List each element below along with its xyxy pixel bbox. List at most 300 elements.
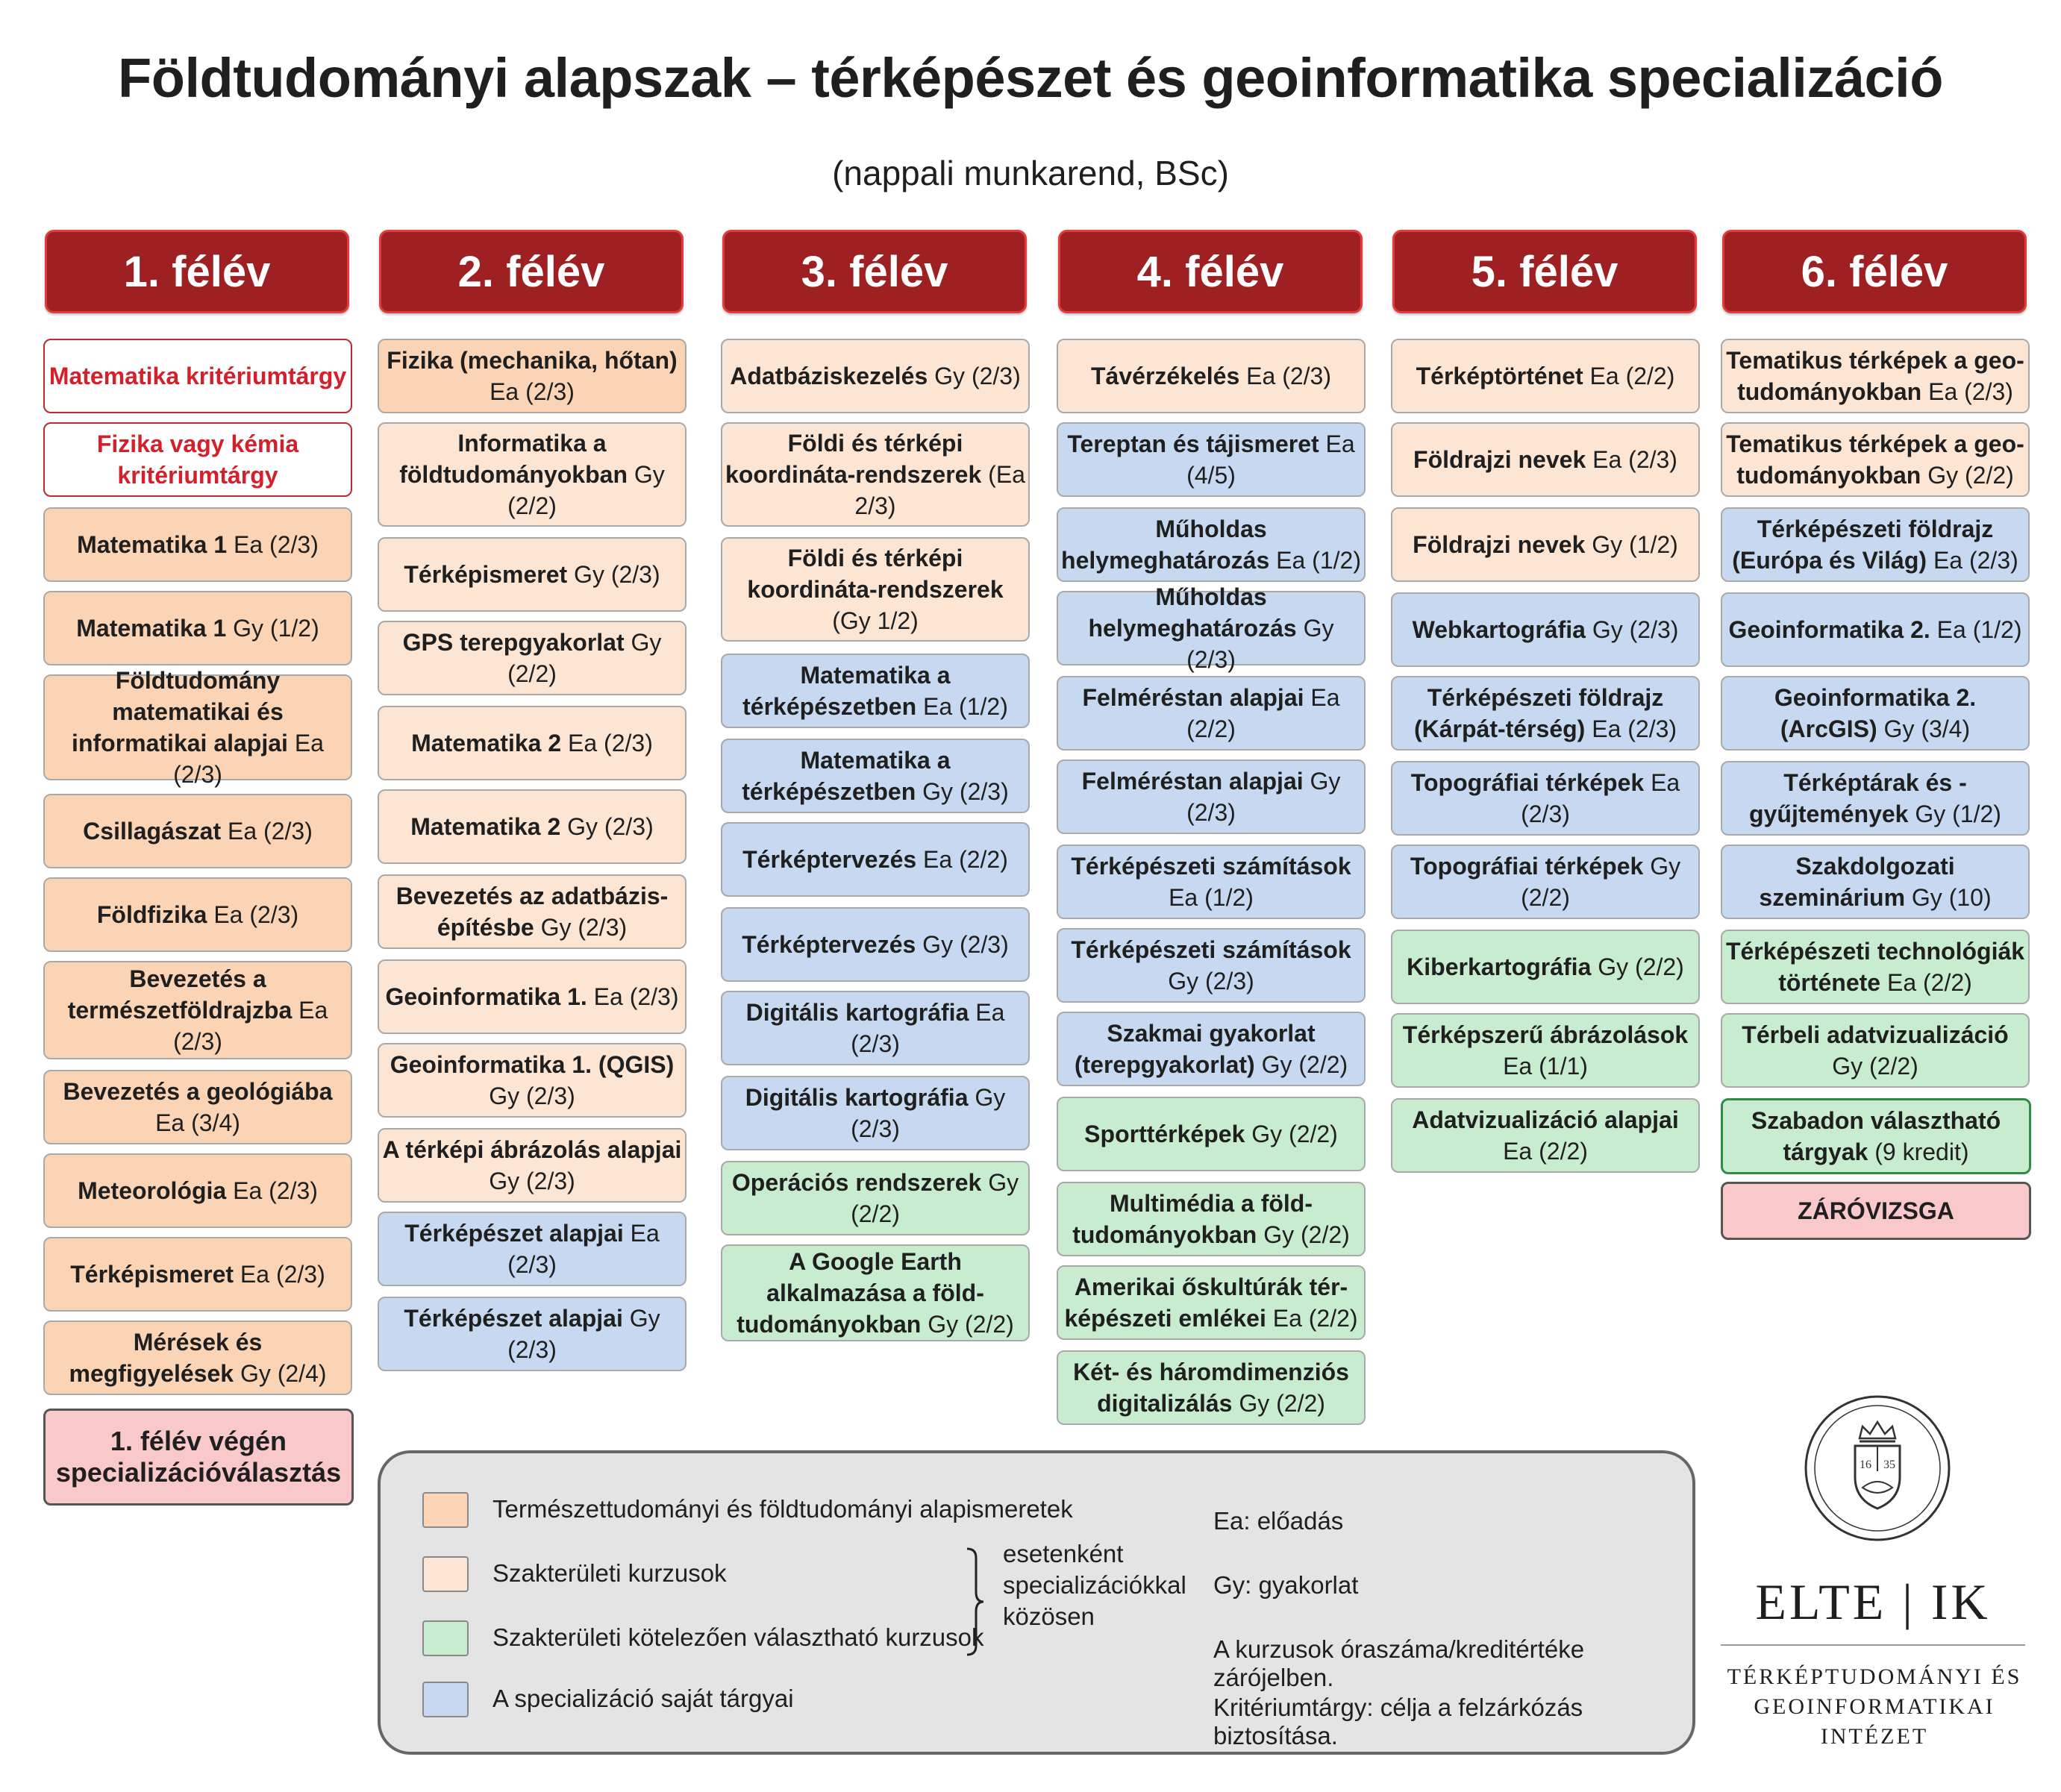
course-name: Műholdas helymeghatározás bbox=[1088, 583, 1297, 642]
course-name: Mérések és megfigyelések bbox=[69, 1329, 263, 1387]
course-text bbox=[1061, 428, 1361, 491]
course-text bbox=[1407, 951, 1684, 983]
course-text bbox=[48, 1326, 348, 1389]
course-detail: Gy (2/3) bbox=[489, 1083, 575, 1109]
course-box bbox=[1721, 1182, 2031, 1240]
course-text bbox=[1725, 936, 2025, 998]
course-name: Informatika a földtudományokban bbox=[399, 430, 628, 488]
course-box bbox=[1391, 507, 1700, 582]
course-text bbox=[1061, 1018, 1361, 1080]
course-name: Adatvizualizáció alapjai bbox=[1412, 1106, 1679, 1133]
course-name: Térképészet alapjai bbox=[404, 1220, 624, 1247]
course-detail: Gy (2/3) bbox=[934, 363, 1021, 389]
course-text bbox=[382, 345, 682, 407]
course-box bbox=[721, 1244, 1030, 1341]
legend-note-credits: A kurzusok óraszáma/kreditértéke zárójelben. bbox=[1213, 1635, 1585, 1691]
elte-seal-icon bbox=[1803, 1394, 1952, 1543]
course-name: Két- és háromdimenziós digitalizálás bbox=[1073, 1359, 1349, 1417]
course-detail: Ea (2/3) bbox=[233, 1177, 318, 1204]
course-name: Térbeli adatvizualizáció bbox=[1742, 1021, 2009, 1048]
course-detail: Ea (1/2) bbox=[923, 693, 1008, 720]
course-name: Matematika 2 bbox=[410, 813, 561, 840]
course-box bbox=[43, 1320, 352, 1395]
course-name: Térképtervezés bbox=[742, 931, 916, 958]
course-detail: (9 kredit) bbox=[1874, 1138, 1969, 1165]
course-box bbox=[1057, 1350, 1366, 1425]
course-box bbox=[721, 654, 1030, 728]
course-name: A térképi ábrázolás alapjai bbox=[382, 1136, 682, 1163]
course-detail: Gy (2/2) bbox=[1251, 1121, 1338, 1147]
brace-icon bbox=[964, 1547, 986, 1656]
legend-note-criterion: Kritériumtárgy: célja a felzárkózás biztosítása. bbox=[1213, 1694, 1583, 1749]
course-name: Felméréstan alapjai bbox=[1081, 768, 1304, 795]
course-detail: Ea (2/3) bbox=[240, 1261, 325, 1288]
legend-swatch-natural bbox=[422, 1492, 469, 1528]
course-detail: Ea (2/3) bbox=[507, 1220, 660, 1278]
course-detail: Ea (1/1) bbox=[1503, 1053, 1588, 1080]
course-box bbox=[378, 1212, 687, 1286]
course-detail: Ea (2/3) bbox=[1933, 547, 2018, 574]
semester-header: 2. félév bbox=[379, 230, 684, 313]
course-name: GPS terepgyakorlat bbox=[402, 629, 625, 656]
course-text bbox=[1725, 428, 2025, 491]
course-text bbox=[1725, 767, 2025, 830]
course-text bbox=[725, 745, 1025, 807]
course-name: Multimédia a föld-tudományokban bbox=[1072, 1190, 1313, 1248]
course-box bbox=[1057, 1182, 1366, 1256]
course-text bbox=[725, 542, 1025, 636]
course-detail: (Ea 2/3) bbox=[854, 461, 1025, 519]
course-detail: Gy (2/2) bbox=[1261, 1051, 1348, 1078]
course-name: Földi és térképi koordináta-rendszerek bbox=[725, 430, 982, 488]
course-text bbox=[83, 815, 313, 847]
legend-note-gy: Gy: gyakorlat bbox=[1213, 1571, 1359, 1599]
course-box bbox=[1057, 1012, 1366, 1086]
course-box bbox=[1391, 592, 1700, 667]
shared-note-line: esetenként bbox=[1003, 1540, 1124, 1567]
course-detail: Ea (2/3) bbox=[1592, 446, 1677, 473]
course-detail: Ea (2/2) bbox=[1503, 1138, 1588, 1165]
course-detail: Ea (2/3) bbox=[1928, 378, 2013, 405]
course-name: Kiberkartográfia bbox=[1407, 953, 1592, 980]
course-text bbox=[48, 1076, 348, 1138]
course-detail: Gy (2/2) bbox=[1832, 1053, 1918, 1080]
course-box bbox=[1721, 339, 2030, 413]
course-detail: Gy (2/2) bbox=[1263, 1221, 1350, 1248]
seal-year-right: 35 bbox=[1883, 1459, 1895, 1471]
course-name: Szabadon választható tárgyak bbox=[1751, 1107, 2001, 1165]
legend-label-field: Szakterületi kurzusok bbox=[492, 1559, 727, 1587]
course-text bbox=[1084, 1118, 1338, 1150]
course-text bbox=[725, 997, 1025, 1059]
course-name: Térképismeret bbox=[404, 561, 568, 588]
course-box bbox=[1057, 759, 1366, 834]
course-detail: Ea (2/3) bbox=[1521, 769, 1680, 827]
course-box bbox=[1721, 676, 2030, 751]
course-detail: Gy (3/4) bbox=[1883, 715, 1971, 742]
course-box bbox=[1721, 422, 2030, 497]
course-box bbox=[43, 1409, 354, 1506]
course-box bbox=[1721, 930, 2030, 1004]
course-box bbox=[1057, 339, 1366, 413]
course-name: Topográfiai térképek bbox=[1410, 769, 1645, 796]
course-name: Bevezetés a geológiába bbox=[63, 1078, 333, 1105]
course-detail: Gy (2/3) bbox=[540, 914, 628, 941]
course-box bbox=[1391, 339, 1700, 413]
course-detail: Gy (1/2) bbox=[1915, 801, 2001, 827]
course-box bbox=[721, 1161, 1030, 1235]
course-name: Matematika 1 bbox=[76, 615, 227, 642]
course-box bbox=[721, 1076, 1030, 1150]
course-detail: Ea (2/2) bbox=[1186, 684, 1340, 742]
course-detail: Gy (2/3) bbox=[574, 561, 660, 588]
course-name: ZÁRÓVIZSGA bbox=[1798, 1197, 1954, 1224]
course-detail: Gy (2/2) bbox=[928, 1311, 1014, 1338]
page-title bbox=[0, 46, 2061, 110]
course-detail: Gy (2/2) bbox=[1927, 462, 2014, 489]
course-box bbox=[378, 621, 687, 695]
course-text bbox=[48, 963, 348, 1057]
course-detail: Ea (2/3) bbox=[593, 983, 679, 1010]
course-box bbox=[1721, 592, 2030, 667]
course-box bbox=[1391, 761, 1700, 836]
course-box bbox=[1391, 422, 1700, 497]
course-detail: Ea (3/4) bbox=[155, 1109, 240, 1136]
course-box bbox=[721, 991, 1030, 1065]
course-text bbox=[411, 727, 653, 759]
course-name: 1. félév végén specializációválasztás bbox=[55, 1426, 342, 1488]
course-name: Térképészeti számítások bbox=[1071, 936, 1351, 963]
course-name: Távérzékelés bbox=[1091, 363, 1240, 389]
course-detail: Gy (2/3) bbox=[1186, 615, 1334, 673]
course-name: Térképészeti technológiák története bbox=[1725, 938, 2025, 996]
course-text bbox=[382, 880, 682, 943]
course-name: Műholdas helymeghatározás bbox=[1061, 516, 1270, 574]
course-name: Webkartográfia bbox=[1412, 616, 1586, 643]
course-name: Fizika (mechanika, hőtan) bbox=[387, 347, 678, 374]
course-detail: Gy (2/3) bbox=[1186, 768, 1341, 826]
course-text bbox=[76, 613, 319, 644]
semester-header: 1. félév bbox=[45, 230, 349, 313]
course-name: Térképészeti földrajz (Európa és Világ) bbox=[1732, 516, 1994, 574]
course-text bbox=[1395, 1104, 1695, 1167]
course-text bbox=[1725, 345, 2025, 407]
course-name: Matematika kritériumtárgy bbox=[49, 363, 347, 389]
institute-line: TÉRKÉPTUDOMÁNYI ÉS bbox=[1727, 1664, 2022, 1689]
page-subtitle: (nappali munkarend, BSc) bbox=[832, 154, 1229, 192]
semester-header: 5. félév bbox=[1392, 230, 1697, 313]
course-name: Digitális kartográfia bbox=[745, 1084, 969, 1111]
seal-year-left: 16 bbox=[1860, 1459, 1871, 1471]
course-text bbox=[1413, 444, 1677, 475]
course-text bbox=[1395, 682, 1695, 745]
course-text bbox=[725, 1246, 1025, 1340]
course-text bbox=[1798, 1195, 1954, 1226]
course-box bbox=[1057, 1097, 1366, 1171]
course-box bbox=[378, 789, 687, 864]
semester-header: 6. félév bbox=[1722, 230, 2027, 313]
course-box bbox=[1057, 845, 1366, 919]
course-detail: Gy (2/3) bbox=[1168, 968, 1254, 994]
course-detail: Gy (2/2) bbox=[1598, 953, 1684, 980]
course-name: Tematikus térképek a geo-tudományokban bbox=[1726, 430, 2024, 489]
legend-shared-note bbox=[1003, 1538, 1186, 1632]
course-name: Fizika vagy kémia kritériumtárgy bbox=[96, 430, 299, 489]
course-detail: Ea (2/3) bbox=[173, 730, 324, 788]
course-name: Digitális kartográfia bbox=[745, 999, 969, 1026]
course-text bbox=[1395, 767, 1695, 830]
course-name: Matematika a térképészetben bbox=[742, 747, 951, 805]
course-text bbox=[382, 627, 682, 689]
course-name: Földrajzi nevek bbox=[1413, 531, 1586, 558]
course-detail: Gy (1/2) bbox=[1592, 531, 1678, 558]
course-detail: Ea (2/3) bbox=[851, 999, 1005, 1057]
course-text bbox=[1061, 765, 1361, 828]
legend-label-natural: Természettudományi és földtudományi alapismeretek bbox=[492, 1495, 1073, 1523]
course-text bbox=[1413, 529, 1678, 560]
course-text bbox=[1726, 1105, 2026, 1168]
legend-note-ea: Ea: előadás bbox=[1213, 1507, 1344, 1535]
course-text bbox=[725, 1082, 1025, 1144]
course-detail: Ea (2/3) bbox=[490, 378, 575, 405]
course-detail: Ea (2/2) bbox=[1272, 1305, 1358, 1332]
course-box bbox=[721, 339, 1030, 413]
course-name: Geoinformatika 2. (ArcGIS) bbox=[1774, 684, 1977, 742]
legend-swatch-field bbox=[422, 1556, 469, 1592]
course-name: Operációs rendszerek bbox=[731, 1169, 982, 1196]
course-text bbox=[382, 1134, 682, 1197]
course-box bbox=[1057, 928, 1366, 1003]
course-box bbox=[721, 907, 1030, 982]
course-name: Szakdolgozati szeminárium bbox=[1759, 853, 1955, 911]
course-name: Sporttérképek bbox=[1084, 1121, 1245, 1147]
course-box bbox=[721, 537, 1030, 642]
course-name: Geoinformatika 2. bbox=[1728, 616, 1930, 643]
course-text bbox=[410, 811, 653, 842]
course-box bbox=[43, 422, 352, 497]
course-text bbox=[742, 929, 1009, 960]
course-name: Földi és térképi koordináta-rendszerek bbox=[747, 545, 1004, 603]
course-text bbox=[1725, 850, 2025, 913]
course-detail: Gy (2/3) bbox=[567, 813, 654, 840]
course-box bbox=[1391, 1098, 1700, 1173]
course-name: Térképészet alapjai bbox=[404, 1305, 623, 1332]
course-box bbox=[378, 1043, 687, 1118]
course-name: Térképismeret bbox=[70, 1261, 234, 1288]
course-box bbox=[721, 422, 1030, 527]
course-text bbox=[1061, 1188, 1361, 1250]
course-text bbox=[1061, 1271, 1361, 1334]
course-detail: Gy (2/2) bbox=[507, 629, 662, 687]
course-name: Matematika a térképészetben bbox=[742, 662, 951, 720]
course-text bbox=[404, 559, 660, 590]
course-box bbox=[1057, 422, 1366, 497]
course-box bbox=[1721, 507, 2030, 582]
shared-note-line: közösen bbox=[1003, 1603, 1095, 1630]
course-box bbox=[1721, 845, 2030, 919]
course-text bbox=[97, 899, 298, 930]
course-text bbox=[1416, 360, 1675, 392]
course-box bbox=[721, 739, 1030, 813]
course-text bbox=[1395, 1019, 1695, 1082]
course-box bbox=[43, 961, 352, 1059]
course-box bbox=[1391, 845, 1700, 919]
course-detail: Gy (2/2) bbox=[851, 1169, 1019, 1227]
course-text bbox=[385, 981, 678, 1012]
course-box bbox=[1391, 930, 1700, 1004]
course-text bbox=[1725, 682, 2025, 745]
course-detail: Gy (2/3) bbox=[1592, 616, 1679, 643]
course-detail: Gy (2/2) bbox=[1239, 1390, 1325, 1417]
course-detail: Ea (2/2) bbox=[923, 846, 1008, 873]
course-text bbox=[49, 360, 346, 392]
course-detail: Ea (2/2) bbox=[1589, 363, 1675, 389]
semester-header: 4. félév bbox=[1058, 230, 1363, 313]
course-detail: Ea (2/3) bbox=[1246, 363, 1331, 389]
course-text bbox=[78, 1175, 318, 1206]
course-box bbox=[378, 959, 687, 1034]
legend-label-spec: A specializáció saját tárgyai bbox=[492, 1685, 794, 1712]
course-text bbox=[725, 1167, 1025, 1229]
course-box bbox=[1057, 507, 1366, 582]
course-name: Tematikus térképek a geo-tudományokban bbox=[1726, 347, 2024, 405]
course-box bbox=[1057, 676, 1366, 751]
course-name: Geoinformatika 1. bbox=[385, 983, 587, 1010]
shared-note-line: specializációkkal bbox=[1003, 1571, 1186, 1599]
course-box bbox=[43, 1070, 352, 1144]
course-box bbox=[43, 507, 352, 582]
course-text bbox=[382, 1049, 682, 1112]
course-box bbox=[43, 339, 352, 413]
course-detail: Gy (2/3) bbox=[922, 931, 1009, 958]
course-text bbox=[1061, 513, 1361, 576]
institute-line: INTÉZET bbox=[1820, 1724, 1929, 1749]
course-text bbox=[382, 427, 682, 521]
course-name: Térképszerű ábrázolások bbox=[1402, 1021, 1689, 1048]
course-text bbox=[1413, 614, 1679, 645]
course-text bbox=[725, 427, 1025, 521]
course-detail: Gy (2/3) bbox=[489, 1168, 575, 1194]
course-detail: Gy (2/3) bbox=[922, 778, 1009, 805]
course-box bbox=[378, 1128, 687, 1203]
course-name: Bevezetés a természetföldrajzba bbox=[67, 965, 293, 1024]
course-text bbox=[48, 665, 348, 790]
course-text bbox=[77, 529, 319, 560]
course-name: Tereptan és tájismeret bbox=[1067, 430, 1319, 457]
course-text bbox=[1061, 934, 1361, 997]
course-detail: Ea (1/2) bbox=[1169, 884, 1254, 911]
course-detail: Ea (1/2) bbox=[1276, 547, 1361, 574]
course-name: Térképészeti számítások bbox=[1071, 853, 1351, 880]
course-name: Felméréstan alapjai bbox=[1082, 684, 1304, 711]
course-text bbox=[1061, 850, 1361, 913]
institute-name bbox=[1721, 1662, 2028, 1752]
course-box bbox=[378, 706, 687, 780]
course-detail: Gy (2/3) bbox=[507, 1305, 660, 1363]
course-name: Földfizika bbox=[96, 901, 207, 928]
legend-swatch-elective bbox=[422, 1620, 469, 1656]
course-text bbox=[382, 1303, 682, 1365]
course-box bbox=[43, 1153, 352, 1228]
course-detail: Gy (2/3) bbox=[851, 1084, 1006, 1142]
course-name: Meteorológia bbox=[78, 1177, 227, 1204]
course-detail: (Gy 1/2) bbox=[832, 607, 919, 634]
course-box bbox=[378, 422, 687, 527]
elte-ik-wordmark: ELTE | IK bbox=[1755, 1573, 1991, 1630]
logo-divider bbox=[1721, 1644, 2025, 1646]
course-box bbox=[1391, 676, 1700, 751]
course-name: Szakmai gyakorlat (terepgyakorlat) bbox=[1074, 1020, 1316, 1078]
semester-header: 3. félév bbox=[722, 230, 1027, 313]
course-text bbox=[48, 428, 348, 491]
course-box bbox=[1057, 583, 1366, 673]
course-name: Térképészeti földrajz (Kárpát-térség) bbox=[1413, 684, 1664, 742]
course-detail: Gy (1/2) bbox=[233, 615, 319, 642]
institute-line: GEOINFORMATIKAI bbox=[1754, 1694, 1995, 1719]
course-detail: Ea (2/2) bbox=[1886, 969, 1972, 996]
course-text bbox=[1728, 614, 2021, 645]
course-name: Matematika 2 bbox=[411, 730, 562, 756]
course-box bbox=[378, 1297, 687, 1371]
course-text bbox=[1061, 1356, 1361, 1419]
course-name: A Google Earth alkalmazása a föld-tudományokban bbox=[736, 1248, 984, 1338]
course-name: Amerikai őskultúrák tér-képészeti emlékei bbox=[1064, 1273, 1348, 1332]
course-box bbox=[43, 877, 352, 952]
course-name: Csillagászat bbox=[83, 818, 222, 845]
course-box bbox=[1057, 1265, 1366, 1340]
course-text bbox=[382, 1218, 682, 1280]
course-name: Földrajzi nevek bbox=[1413, 446, 1586, 473]
course-name: Térképtárak és -gyűjtemények bbox=[1749, 769, 1967, 827]
course-detail: Ea (2/3) bbox=[213, 901, 299, 928]
course-detail: Gy (2/4) bbox=[240, 1360, 327, 1387]
course-name: Geoinformatika 1. (QGIS) bbox=[390, 1051, 675, 1078]
course-name: Adatbáziskezelés bbox=[730, 363, 928, 389]
course-name: Térképtörténet bbox=[1416, 363, 1583, 389]
course-box bbox=[1721, 761, 2030, 836]
course-text bbox=[1725, 1019, 2025, 1082]
course-detail: Ea (2/3) bbox=[1592, 715, 1677, 742]
course-box bbox=[1391, 1013, 1700, 1088]
course-detail: Gy (10) bbox=[1911, 884, 1992, 911]
course-box bbox=[43, 1237, 352, 1312]
course-name: Bevezetés az adatbázis-építésbe bbox=[395, 883, 669, 941]
course-box bbox=[378, 339, 687, 413]
course-text bbox=[742, 844, 1008, 875]
course-detail: Ea (2/3) bbox=[568, 730, 653, 756]
course-name: Földtudomány matematikai és informatikai alapjai bbox=[72, 667, 288, 756]
course-box bbox=[378, 874, 687, 949]
course-box bbox=[43, 794, 352, 868]
course-text bbox=[725, 660, 1025, 722]
course-box bbox=[378, 537, 687, 612]
course-text bbox=[1061, 682, 1361, 745]
legend-panel bbox=[378, 1450, 1695, 1755]
title-rest: térképészet és geoinformatika specializáció bbox=[811, 47, 1943, 109]
course-detail: Ea (4/5) bbox=[1186, 430, 1355, 489]
course-box bbox=[721, 822, 1030, 897]
course-name: Térképtervezés bbox=[742, 846, 917, 873]
course-box bbox=[43, 667, 352, 788]
course-text bbox=[1395, 850, 1695, 913]
course-text bbox=[1061, 581, 1361, 675]
course-text bbox=[730, 360, 1020, 392]
course-text bbox=[49, 1426, 348, 1488]
course-text bbox=[1725, 513, 2025, 576]
course-detail: Gy (2/2) bbox=[507, 461, 665, 519]
legend-label-elective: Szakterületi kötelezően választható kurzusok bbox=[492, 1623, 984, 1651]
course-detail: Ea (1/2) bbox=[1936, 616, 2022, 643]
